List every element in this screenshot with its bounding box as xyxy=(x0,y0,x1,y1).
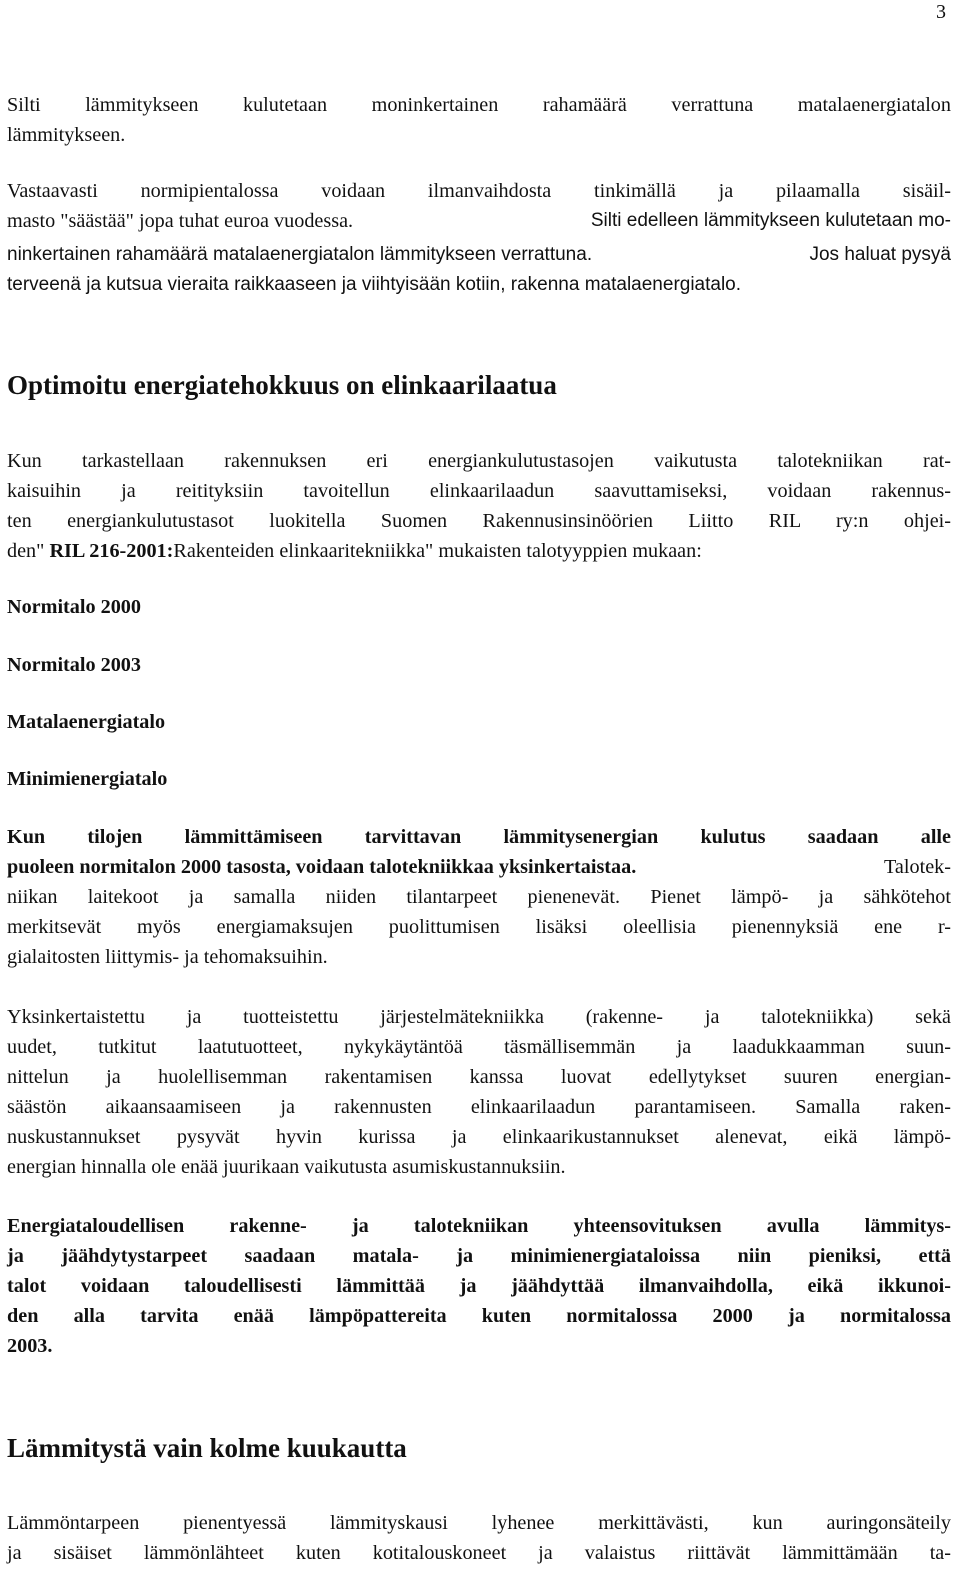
text-line: uudet, tutkitut laatutuotteet, nykykäytäntöä täsmällisemmän ja laadukkaamman suun- xyxy=(7,1036,951,1058)
text-line: 2003. xyxy=(7,1335,53,1357)
paragraph-lammontarpeen xyxy=(7,1508,951,1568)
text-line xyxy=(7,240,951,270)
text-line: Silti lämmitykseen kulutetaan moninkertainen rahamäärä verrattuna matalaenergiatalon xyxy=(7,94,951,116)
text-line xyxy=(7,206,951,236)
text-line: nuskustannukset pysyvät hyvin kurissa ja elinkaarikustannukset alenevat, eikä lämpö- xyxy=(7,1126,951,1148)
list-item: Normitalo 2003 xyxy=(7,654,141,676)
text-line: ten energiankulutustasot luokitella Suomen Rakennusinsinöörien Liitto RIL ry:n ohjei- xyxy=(7,510,951,532)
paragraph-normipientalo xyxy=(7,176,951,236)
text-line: säästön aikaansaamiseen ja rakennusten elinkaarilaadun parantamiseen. Samalla raken- xyxy=(7,1096,951,1118)
text-line: niikan laitekoot ja samalla niiden tilantarpeet pienenevät. Pienet lämpö- ja sähkötehot xyxy=(7,886,951,908)
text-line: gialaitosten liittymis- ja tehomaksuihin. xyxy=(7,946,328,968)
text-line: nittelun ja huolellisemman rakentamisen kanssa luovat edellytykset suuren energian- xyxy=(7,1066,951,1088)
text-segment: puoleen normitalon 2000 tasosta, voidaan talotekniikkaa yksinkertaistaa. xyxy=(7,856,637,878)
text-segment: ninkertainen rahamäärä matalaenergiatalon lämmitykseen verrattuna. xyxy=(7,244,593,265)
paragraph-yksinkertaistettu xyxy=(7,1002,951,1182)
standard-reference: RIL 216-2001: xyxy=(49,540,174,562)
text-line: Energiataloudellisen rakenne- ja talotekniikan yhteensovituksen avulla lämmitys- xyxy=(7,1215,951,1237)
paragraph-tilojen xyxy=(7,822,951,972)
text-segment: den" xyxy=(7,540,45,562)
text-line: den alla tarvita enää lämpöpattereita kuten normitalossa 2000 ja normitalossa xyxy=(7,1305,951,1327)
text-line: terveenä ja kutsua vieraita raikkaaseen ja viihtyisään kotiin, rakenna matalaenergiatalo. xyxy=(7,274,742,295)
section-heading-lammitysta: Lämmitystä vain kolme kuukautta xyxy=(7,1433,407,1463)
text-line: lämmitykseen. xyxy=(7,124,126,146)
paragraph-energiataloudellisen xyxy=(7,1211,951,1361)
text-line: ja sisäiset lämmönlähteet kuten kotitalouskoneet ja valaistus riittävät lämmittämään ta- xyxy=(7,1542,951,1564)
text-segment: masto "säästää" jopa tuhat euroa vuodessa. xyxy=(7,210,354,232)
list-item: Normitalo 2000 xyxy=(7,596,141,618)
paragraph-sans-continuation xyxy=(7,240,951,300)
text-line: Kun tarkastellaan rakennuksen eri energiankulutustasojen vaikutusta talotekniikan rat- xyxy=(7,450,951,472)
list-item: Matalaenergiatalo xyxy=(7,711,166,733)
text-line: merkitsevät myös energiamaksujen puolittumisen lisäksi oleellisia pienennyksiä ene r- xyxy=(7,916,951,938)
text-line: Vastaavasti normipientalossa voidaan ilmanvaihdosta tinkimällä ja pilaamalla sisäil- xyxy=(7,180,951,202)
text-segment: Silti edelleen lämmitykseen kulutetaan mo- xyxy=(590,210,951,231)
paragraph-tarkastellaan xyxy=(7,446,951,566)
text-segment: Talotek- xyxy=(884,856,951,878)
text-line: talot voidaan taloudellisesti lämmittää ja jäähdyttää ilmanvaihdolla, eikä ikkunoi- xyxy=(7,1275,951,1297)
text-line: Kun tilojen lämmittämiseen tarvittavan lämmitysenergian kulutus saadaan alle xyxy=(7,826,951,848)
intro-paragraph xyxy=(7,90,951,150)
page-number: 3 xyxy=(936,1,946,23)
text-line: kaisuihin ja reitityksiin tavoitellun elinkaarilaadun saavuttamiseksi, voidaan rakennus- xyxy=(7,480,951,502)
text-segment: Rakenteiden elinkaaritekniikka" mukaisten talotyyppien mukaan: xyxy=(173,540,702,562)
text-line: energian hinnalla ole enää juurikaan vaikutusta asumiskustannuksiin. xyxy=(7,1156,566,1178)
text-line: Lämmöntarpeen pienentyessä lämmityskausi lyhenee merkittävästi, kun auringonsäteily xyxy=(7,1512,951,1534)
text-line: ja jäähdytystarpeet saadaan matala- ja minimienergiataloissa niin pieniksi, että xyxy=(7,1245,951,1267)
list-item: Minimienergiatalo xyxy=(7,768,168,790)
text-line xyxy=(7,852,951,882)
section-heading-optimoitu: Optimoitu energiatehokkuus on elinkaarilaatua xyxy=(7,370,557,400)
text-line xyxy=(7,536,951,566)
text-line: Yksinkertaistettu ja tuotteistettu järjestelmätekniikka (rakenne- ja talotekniikka) sekä xyxy=(7,1006,951,1028)
text-segment: Jos haluat pysyä xyxy=(809,244,951,265)
